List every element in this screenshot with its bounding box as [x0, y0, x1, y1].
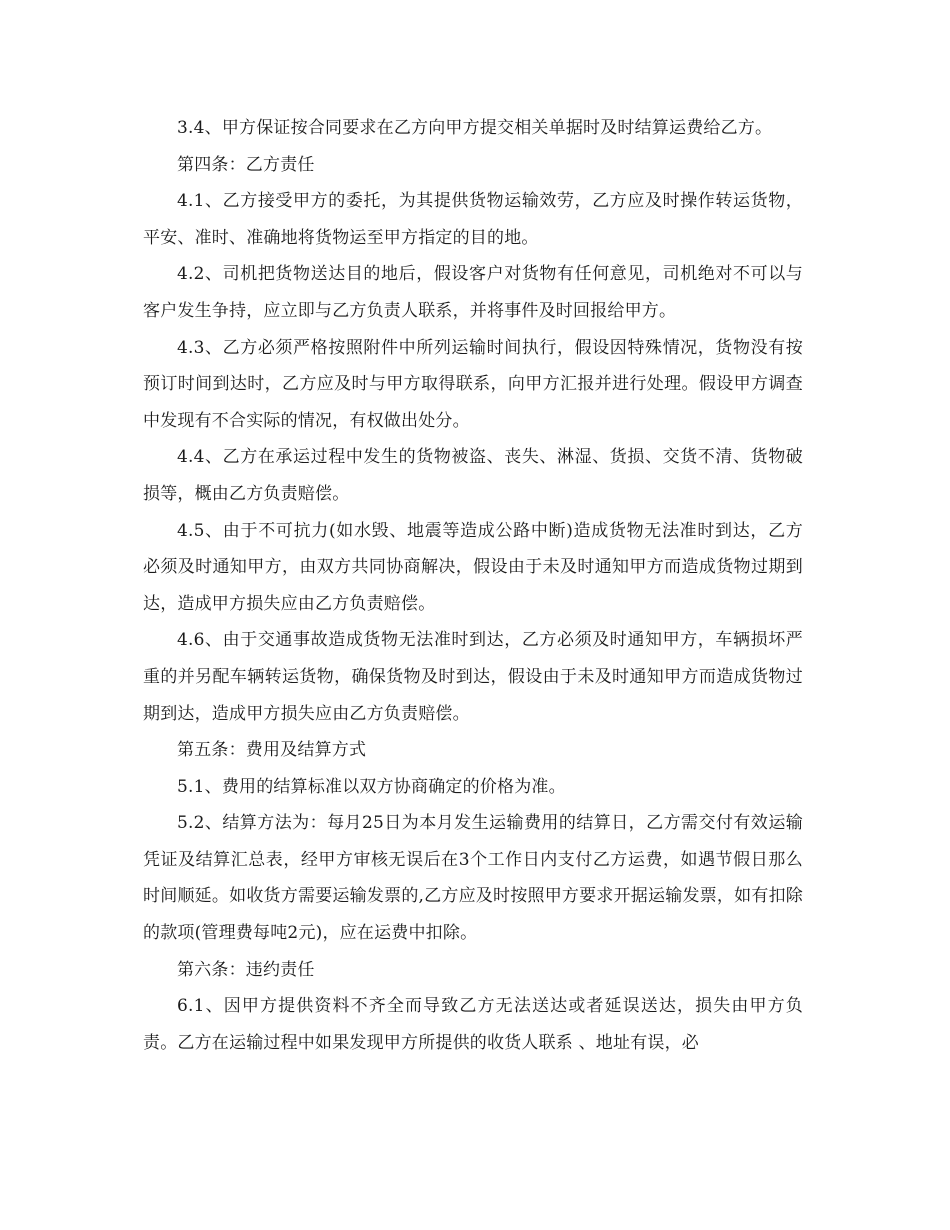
clause-4-2: 4.2、司机把货物送达目的地后，假设客户对货物有任何意见，司机绝对不可以与客户发生争持，应立即与乙方负责人联系，并将事件及时回报给甲方。	[143, 264, 803, 321]
clause-4-4: 4.4、乙方在承运过程中发生的货物被盗、丧失、淋湿、货损、交货不清、货物破损等，概由乙方负责赔偿。	[143, 447, 803, 504]
article-5-heading: 第五条：费用及结算方式	[177, 740, 367, 761]
article-4-heading: 第四条：乙方责任	[177, 154, 315, 175]
article-6-heading: 第六条：违约责任	[177, 959, 315, 980]
clause-3-4: 3.4、甲方保证按合同要求在乙方向甲方提交相关单据时及时结算运费给乙方。	[177, 118, 773, 138]
clause-6-1: 6.1、因甲方提供资料不齐全而导致乙方无法送达或者延误送达，损失由甲方负责。乙方在运输过程中如果发现甲方所提供的收货人联系 、地址有误，必	[143, 996, 803, 1053]
document-body	[143, 110, 803, 1061]
clause-4-6: 4.6、由于交通事故造成货物无法准时到达，乙方必须及时通知甲方，车辆损坏严重的并另配车辆转运货物，确保货物及时到达，假设由于未及时通知甲方而造成货物过期到达，造成甲方损失应由乙方负责赔偿。	[143, 630, 803, 724]
clause-4-1: 4.1、乙方接受甲方的委托，为其提供货物运输效劳，乙方应及时操作转运货物，平安、准时、准确地将货物运至甲方指定的目的地。	[143, 191, 803, 248]
clause-4-3: 4.3、乙方必须严格按照附件中所列运输时间执行，假设因特殊情况，货物没有按预订时间到达时，乙方应及时与甲方取得联系，向甲方汇报并进行处理。假设甲方调查中发现有不合实际的情况，有权做出处分。	[143, 337, 803, 431]
clause-4-5: 4.5、由于不可抗力(如水毁、地震等造成公路中断)造成货物无法准时到达，乙方必须及时通知甲方，由双方共同协商解决，假设由于未及时通知甲方而造成货物过期到达，造成甲方损失应由乙方负责赔偿。	[143, 520, 803, 614]
clause-5-1: 5.1、费用的结算标准以双方协商确定的价格为准。	[177, 776, 566, 797]
clause-5-2: 5.2、结算方法为：每月25日为本月发生运输费用的结算日，乙方需交付有效运输凭证及结算汇总表，经甲方审核无误后在3个工作日内支付乙方运费，如遇节假日那么时间顺延。如收货方需要运输发票的,乙方应及时按照甲方要求开据运输发票，如有扣除的款项(管理费每吨2元)，应在运费中扣除。	[143, 813, 803, 944]
